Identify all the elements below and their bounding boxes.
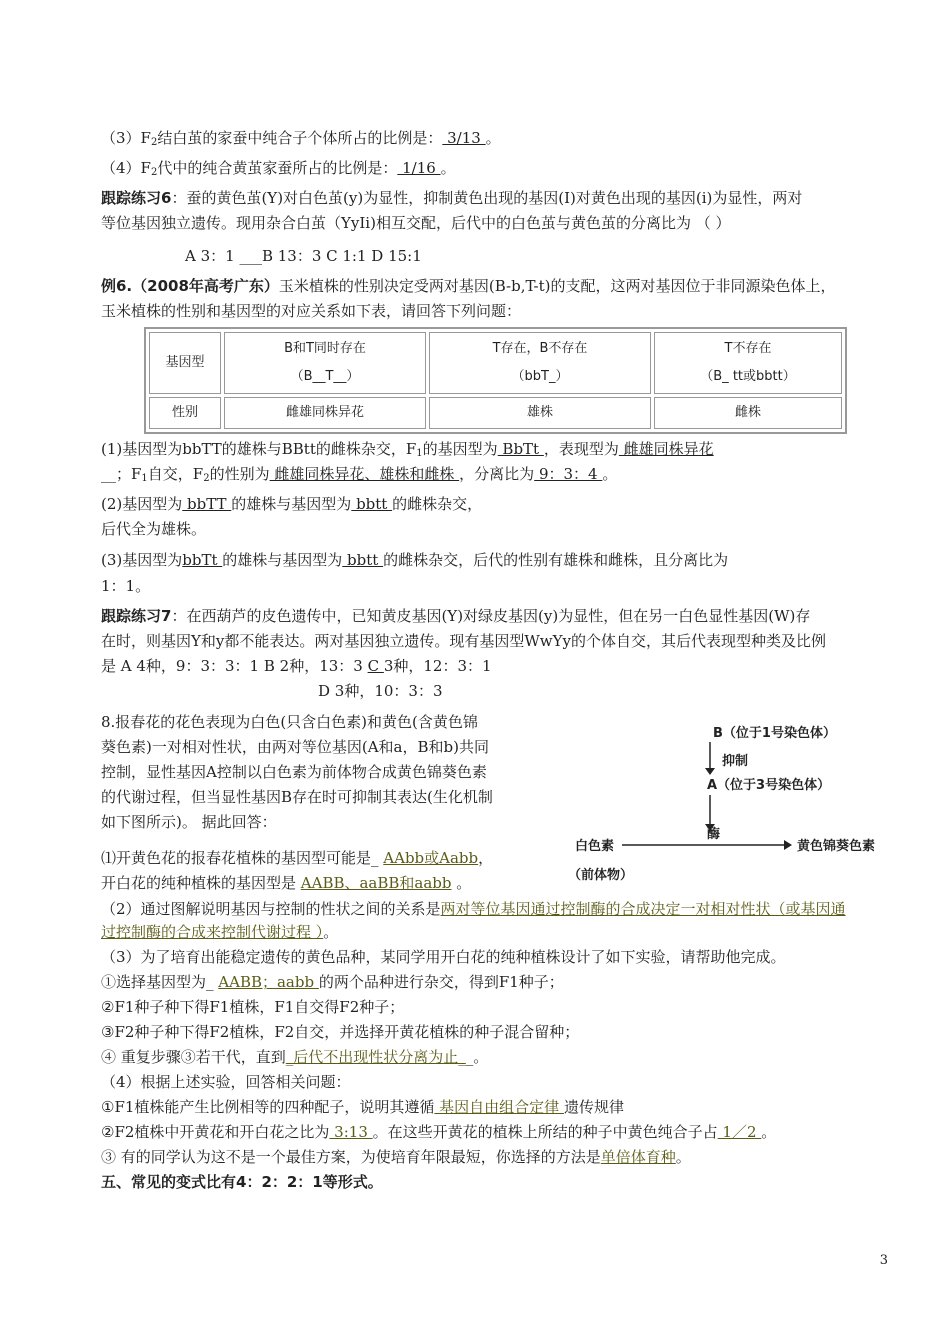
section-five-heading: 五、常见的变式比有4：2：2：1等形式。 (101, 1173, 383, 1191)
diagram-inhibit: 抑制 (722, 754, 749, 769)
gz7-line4: D 3种，10：3：3 (318, 682, 443, 700)
table-header-genotype: 基因型 (149, 332, 221, 394)
q8-p3: 控制，显性基因A控制以白色素为前体物合成黄色锦葵色素 (101, 763, 487, 781)
q8-p1: 8.报春花的花色表现为白色(只含白色素)和黄色(含黄色锦 (101, 713, 478, 731)
diagram-white-pigment: 白色素 (575, 839, 615, 854)
diagram-yellow-pigment: 黄色锦葵色素 (797, 839, 876, 854)
diagram-enzyme: 酶 (707, 827, 721, 842)
q8-p5: 如下图所示)。 据此回答： (101, 813, 277, 831)
s2-line2: 过控制酶的合成来控制代谢过程 ）。 (101, 923, 339, 941)
table-cell-sex: 性别 (149, 397, 221, 429)
gz6-line2: 等位基因独立遗传。现用杂合白茧（YyIi)相互交配，后代中的白色茧与黄色茧的分离比为 （ ） (101, 214, 731, 232)
q8-p4: 的代谢过程，但当显性基因B存在时可抑制其表达(生化机制 (101, 788, 493, 806)
q3-line1: (3)基因型为bbTt 的雄株与基因型为 bbtt 的雌株杂交，后代的性别有雄株和雌株，且分离比为 (101, 551, 729, 569)
ex6-line2: 玉米植株的性别和基因型的对应关系如下表，请回答下列问题： (101, 302, 522, 320)
s4-intro: （4）根据上述实验，回答相关问题： (101, 1073, 351, 1091)
s3-step4: ④ 重复步骤③若干代，直到_后代不出现性状分离为止__。 (101, 1048, 489, 1066)
table-header-bt: B和T同时存在 （B__T__） (224, 332, 426, 394)
ex6-line1: 例6.（2008年高考广东）玉米植株的性别决定受两对基因(B-b,T-t)的支配，这两对基因位于非同源染色体上， (101, 277, 836, 295)
diagram-precursor: （前体物） (568, 868, 634, 883)
gz6-line1: 跟踪练习6：蚕的黄色茧(Y)对白色茧(y)为显性，抑制黄色出现的基因(I)对黄色出现的基因(i)为显性，两对 (101, 189, 803, 207)
s1-line1: ⑴开黄色花的报春花植株的基因型可能是_ AAbb或Aabb， (101, 849, 494, 867)
table-header-t-no-b: T存在，B不存在 （bbT_） (429, 332, 651, 394)
q1-line1: (1)基因型为bbTT的雄株与BBtt的雌株杂交，$F_1$的基因型为 BbTt ，表现型为 雌雄同株异花 (101, 440, 714, 459)
s4-q1: ①F1植株能产生比例相等的四种配子，说明其遵循 基因自由组合定律 遗传规律 (101, 1098, 624, 1116)
s4-q3: ③ 有的同学认为这不是一个最佳方案，为使培育年限最短，你选择的方法是单倍体育种。 (101, 1148, 691, 1166)
q2-line2: 后代全为雄株。 (101, 520, 207, 538)
gz6-options: A 3：1 ___B 13：3 C 1:1 D 15:1 (185, 247, 422, 265)
s3-step2: ②F1种子种下得F1植株，F1自交得F2种子； (101, 998, 405, 1016)
q3-line2: 1：1。 (101, 577, 151, 595)
table-cell-monoecious: 雌雄同株异花 (224, 397, 426, 429)
s1-line2: 开白花的纯种植株的基因型是 AABB、aaBB和aabb 。 (101, 874, 472, 892)
s4-q2: ②F2植株中开黄花和开白花之比为 3:13 。在这些开黄花的植株上所结的种子中黄色纯合子占 1／2 。 (101, 1123, 777, 1141)
q8-p2: 葵色素)一对相对性状，由两对等位基因(A和a，B和b)共同 (101, 738, 489, 756)
genotype-table (144, 327, 847, 434)
page-number: 3 (879, 1253, 888, 1268)
s2-line1: （2）通过图解说明基因与控制的性状之间的关系是两对等位基因通过控制酶的合成决定一对相对性状（或基因通 (101, 900, 846, 918)
gz7-line3: 是 A 4种，9：3：3：1 B 2种，13：3 C 3种，12：3：1 (101, 657, 492, 675)
diagram-gene-b: B（位于1号染色体） (713, 726, 836, 741)
s3-intro: （3）为了培育出能稳定遗传的黄色品种，某同学用开白花的纯种植株设计了如下实验，请帮助他完成。 (101, 948, 786, 966)
q2-line1: (2)基因型为 bbTT 的雄株与基因型为 bbtt 的雌株杂交， (101, 495, 483, 513)
s3-step1: ①选择基因型为_ AABB；aabb 的两个品种进行杂交，得到F1种子； (101, 973, 564, 991)
q1-line2: __；$F_1$自交，$F_2$的性别为 雌雄同株异花、雄株和雌株 ，分离比为 9：3：4 。 (101, 465, 618, 484)
gz7-line2: 在时，则基因Y和y都不能表达。两对基因独立遗传。现有基因型WwYy的个体自交，其后代表现型种类及比例 (101, 632, 827, 650)
table-cell-male: 雄株 (429, 397, 651, 429)
diagram-main-arrow (620, 835, 795, 855)
line-q3-f2: $(3)F_2$结白茧的家蚕中纯合子个体所占的比例是： 3/13 。 (101, 129, 501, 148)
gz7-line1: 跟踪练习7：在西葫芦的皮色遗传中，已知黄皮基因(Y)对绿皮基因(y)为显性，但在另一白色显性基因(W)存 (101, 607, 811, 625)
diagram-gene-a: A（位于3号染色体） (707, 778, 831, 793)
s3-step3: ③F2种子种下得F2植株，F2自交，并选择开黄花植株的种子混合留种； (101, 1023, 580, 1041)
line-q4-f2: $(4)F_2$代中的纯合黄茧家蚕所占的比例是： 1/16 。 (101, 159, 456, 178)
table-cell-female: 雌株 (654, 397, 842, 429)
table-header-no-t: T不存在 （B_ tt或bbtt） (654, 332, 842, 394)
